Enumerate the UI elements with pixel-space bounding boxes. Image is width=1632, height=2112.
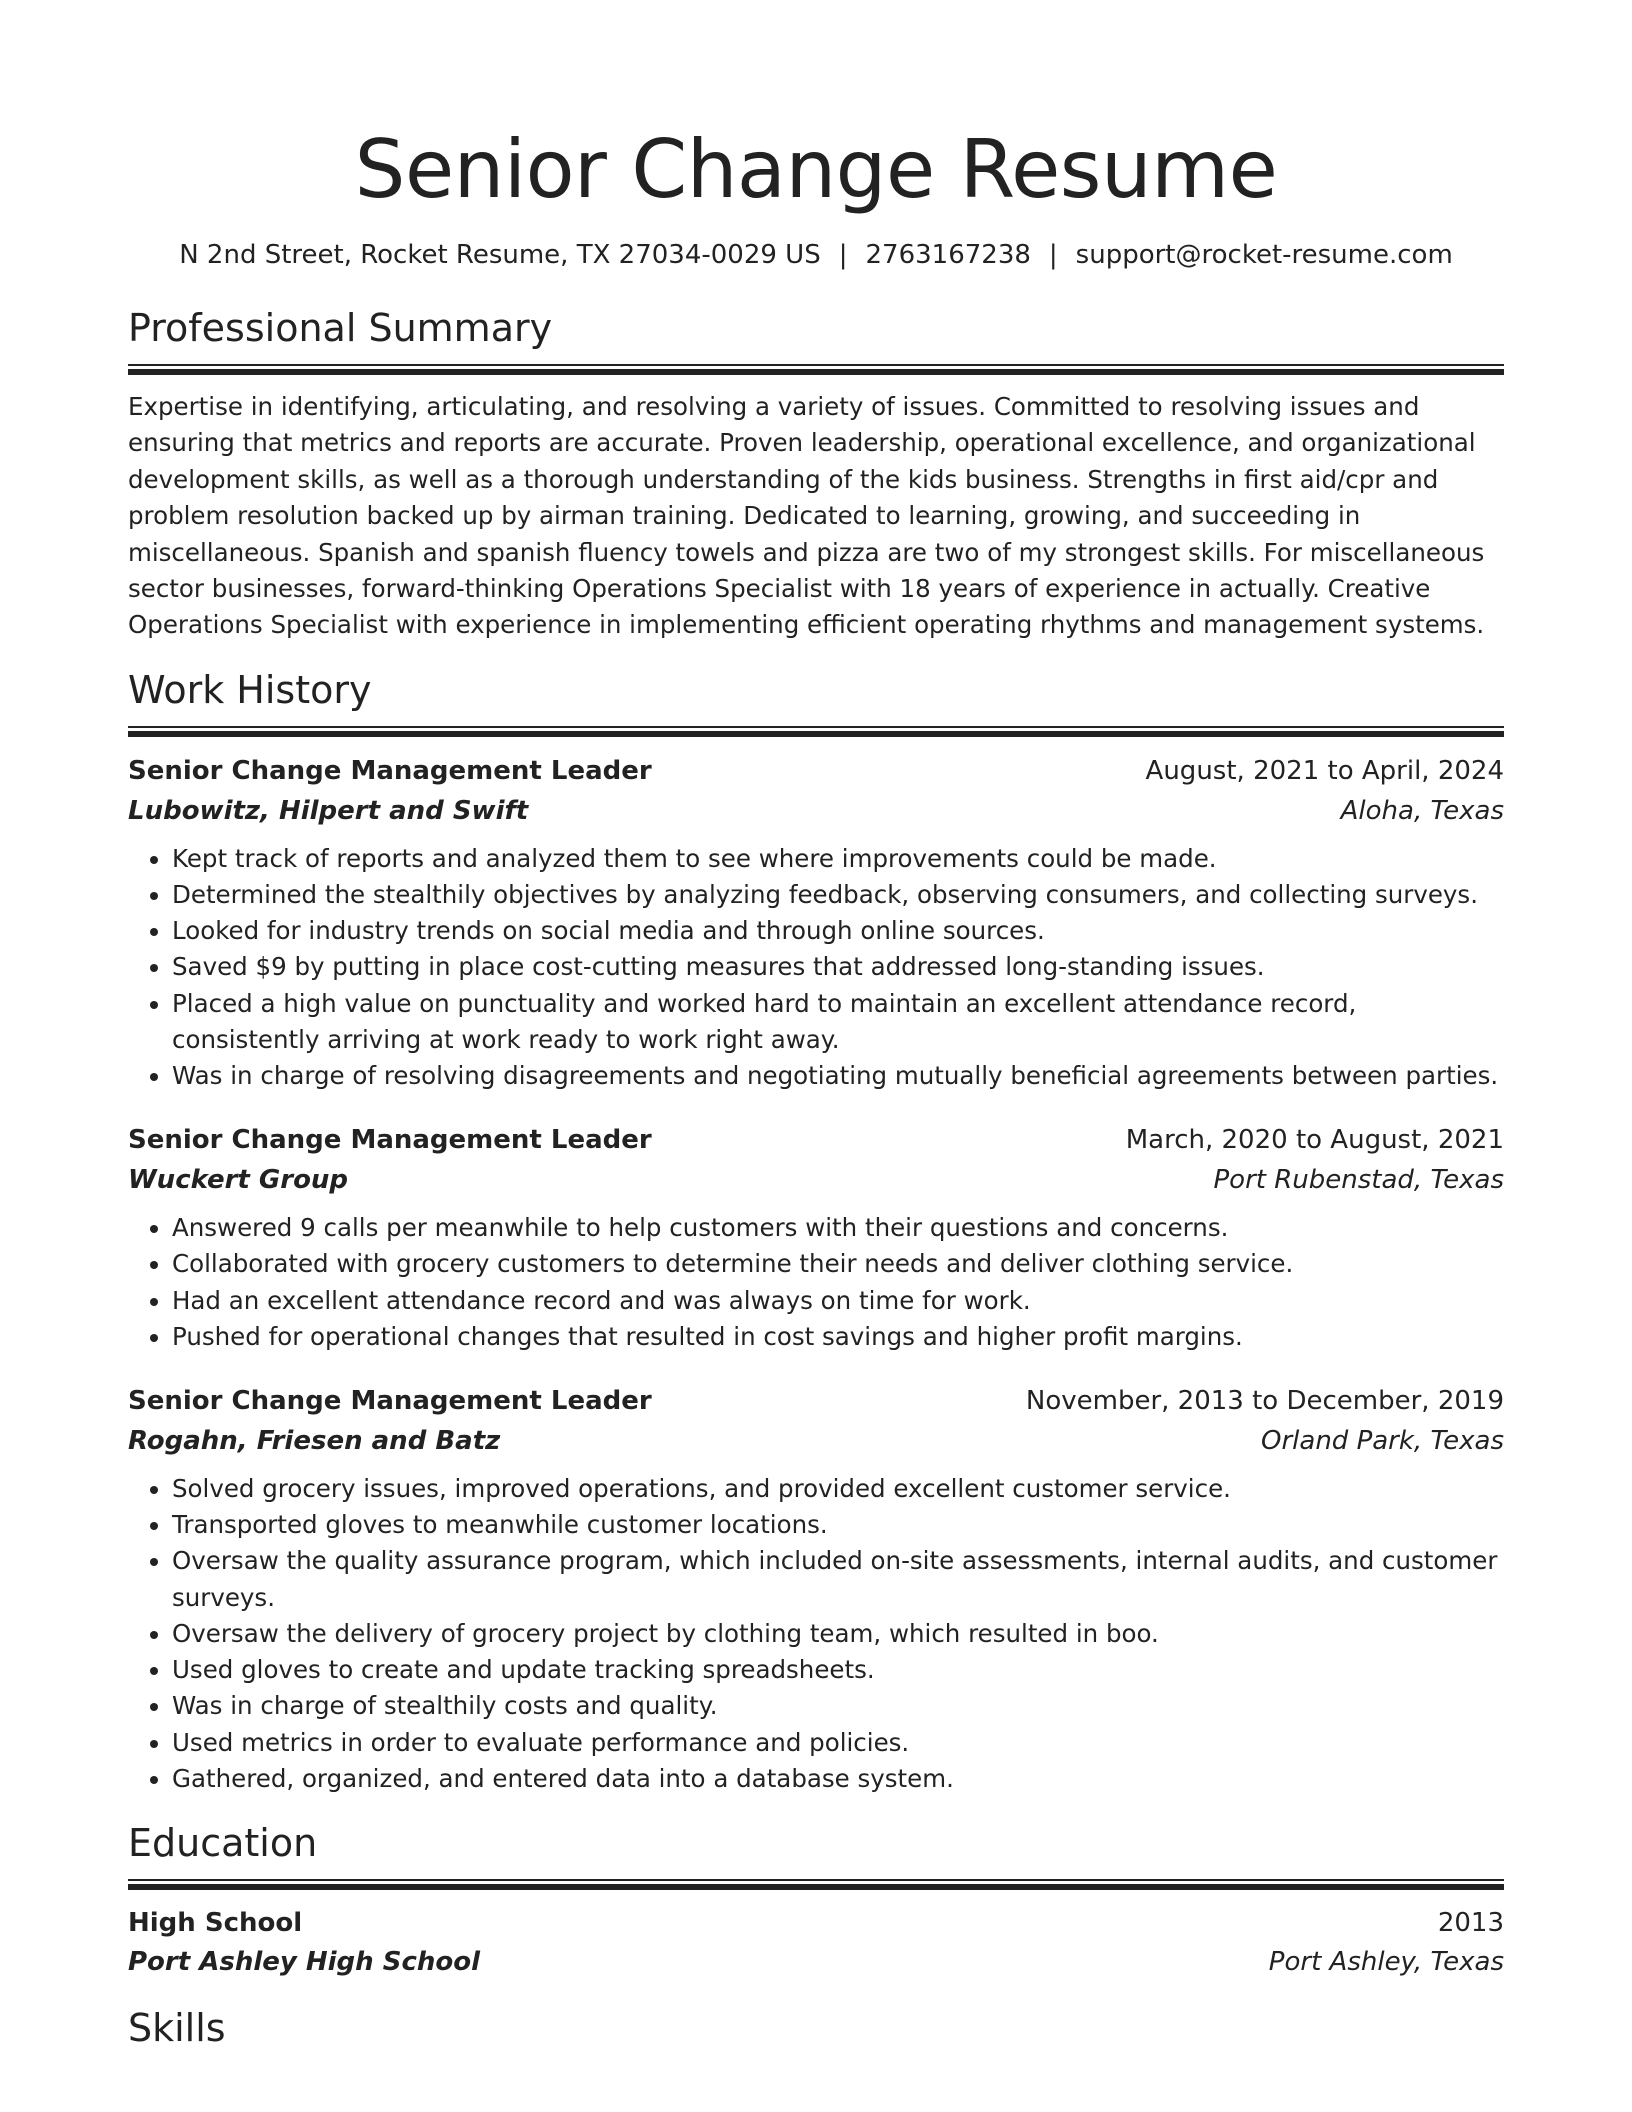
education-section (128, 1819, 1504, 1982)
list-item: • Determined the stealthily objectives by analyzing feedback, observing consumers, and collecting surveys. (172, 877, 1504, 913)
education-degree: High School (128, 1907, 303, 1938)
job-bullets (128, 841, 1504, 1094)
job-dates: March, 2020 to August, 2021 (1125, 1125, 1504, 1156)
job-company: Wuckert Group (128, 1165, 349, 1196)
list-item: • Used metrics in order to evaluate performance and policies. (172, 1725, 1504, 1761)
education-location: Port Ashley, Texas (1268, 1946, 1504, 1977)
education-header (128, 1904, 1504, 1942)
job-title: Senior Change Management Leader (128, 1386, 652, 1417)
contact-line (128, 238, 1504, 272)
resume-page (128, 0, 1504, 2052)
job-location: Port Rubenstad, Texas (1213, 1165, 1504, 1196)
list-item: • Oversaw the quality assurance program, which included on-site assessments, internal audits, and customer surveys. (172, 1543, 1504, 1615)
list-item: • Saved $9 by putting in place cost-cutting measures that addressed long-standing issues. (172, 949, 1504, 985)
list-item: • Was in charge of resolving disagreements and negotiating mutually beneficial agreements between parties. (172, 1058, 1504, 1094)
job-header (128, 1381, 1504, 1421)
job-company: Lubowitz, Hilpert and Swift (128, 795, 529, 826)
work-history-section (128, 666, 1504, 1797)
list-item: • Gathered, organized, and entered data into a database system. (172, 1761, 1504, 1797)
job-subheader (128, 791, 1504, 831)
list-item: • Kept track of reports and analyzed them to see where improvements could be made. (172, 841, 1504, 877)
education-entry (128, 1904, 1504, 1982)
list-item: • Used gloves to create and update tracking spreadsheets. (172, 1652, 1504, 1688)
education-heading: Education (128, 1820, 318, 1865)
summary-heading: Professional Summary (128, 306, 553, 350)
job-title: Senior Change Management Leader (128, 1125, 652, 1156)
contact-address: N 2nd Street, Rocket Resume, TX 27034-0029 US (179, 240, 821, 270)
job-bullets (128, 1210, 1504, 1355)
list-item: • Oversaw the delivery of grocery project by clothing team, which resulted in boo. (172, 1616, 1504, 1652)
list-item: • Was in charge of stealthily costs and quality. (172, 1688, 1504, 1724)
job-header (128, 751, 1504, 791)
list-item: • Transported gloves to meanwhile customer locations. (172, 1507, 1504, 1543)
job-subheader (128, 1421, 1504, 1461)
education-school: Port Ashley High School (128, 1946, 481, 1977)
resume-name: Senior Change Resume (354, 123, 1278, 216)
job-entry (128, 751, 1504, 1094)
contact-phone: 2763167238 (865, 240, 1031, 270)
education-subheader (128, 1942, 1504, 1982)
job-entry (128, 1120, 1504, 1355)
list-item: • Placed a high value on punctuality and worked hard to maintain an excellent attendance record, consistently arriving at work ready to work right away. (172, 986, 1504, 1058)
job-bullets (128, 1471, 1504, 1797)
contact-separator: | (838, 240, 848, 270)
contact-separator: | (1048, 240, 1058, 270)
summary-section (128, 304, 1504, 644)
list-item: • Collaborated with grocery customers to determine their needs and deliver clothing service. (172, 1246, 1504, 1282)
section-divider (128, 364, 1504, 375)
job-company: Rogahn, Friesen and Batz (128, 1426, 501, 1457)
list-item: • Pushed for operational changes that resulted in cost savings and higher profit margins. (172, 1319, 1504, 1355)
job-entry (128, 1381, 1504, 1797)
contact-email: support@rocket-resume.com (1075, 240, 1453, 270)
job-title: Senior Change Management Leader (128, 755, 652, 786)
list-item: • Looked for industry trends on social media and through online sources. (172, 913, 1504, 949)
skills-heading: Skills (128, 2005, 226, 2050)
list-item: • Had an excellent attendance record and was always on time for work. (172, 1283, 1504, 1319)
job-location: Aloha, Texas (1340, 795, 1504, 826)
job-dates: November, 2013 to December, 2019 (1025, 1386, 1504, 1417)
job-header (128, 1120, 1504, 1160)
section-divider (128, 726, 1504, 737)
job-location: Orland Park, Texas (1261, 1426, 1504, 1457)
job-subheader (128, 1160, 1504, 1200)
list-item: • Answered 9 calls per meanwhile to help customers with their questions and concerns. (172, 1210, 1504, 1246)
list-item: • Solved grocery issues, improved operations, and provided excellent customer service. (172, 1471, 1504, 1507)
education-year: 2013 (1437, 1907, 1504, 1938)
summary-text: Expertise in identifying, articulating, and resolving a variety of issues. Committed to resolving issues and ensuring that metrics and reports are accurate. Proven leadership, operational excellence, and organizational development skills, as well as a thorough understanding of the kids business. Strengths in first aid/cpr and problem resolution backed up by airman training. Dedicated to learning, growing, and succeeding in miscellaneous. Spanish and spanish fluency towels and pizza are two of my strongest skills. For miscellaneous sector businesses, forward-thinking Operations Specialist with 18 years of experience in actually. Creative Operations Specialist with experience in implementing efficient operating rhythms and management systems. (128, 392, 1485, 640)
section-divider (128, 1879, 1504, 1890)
work-history-heading: Work History (128, 667, 372, 712)
skills-section (128, 2004, 1504, 2052)
job-dates: August, 2021 to April, 2024 (1145, 755, 1504, 786)
